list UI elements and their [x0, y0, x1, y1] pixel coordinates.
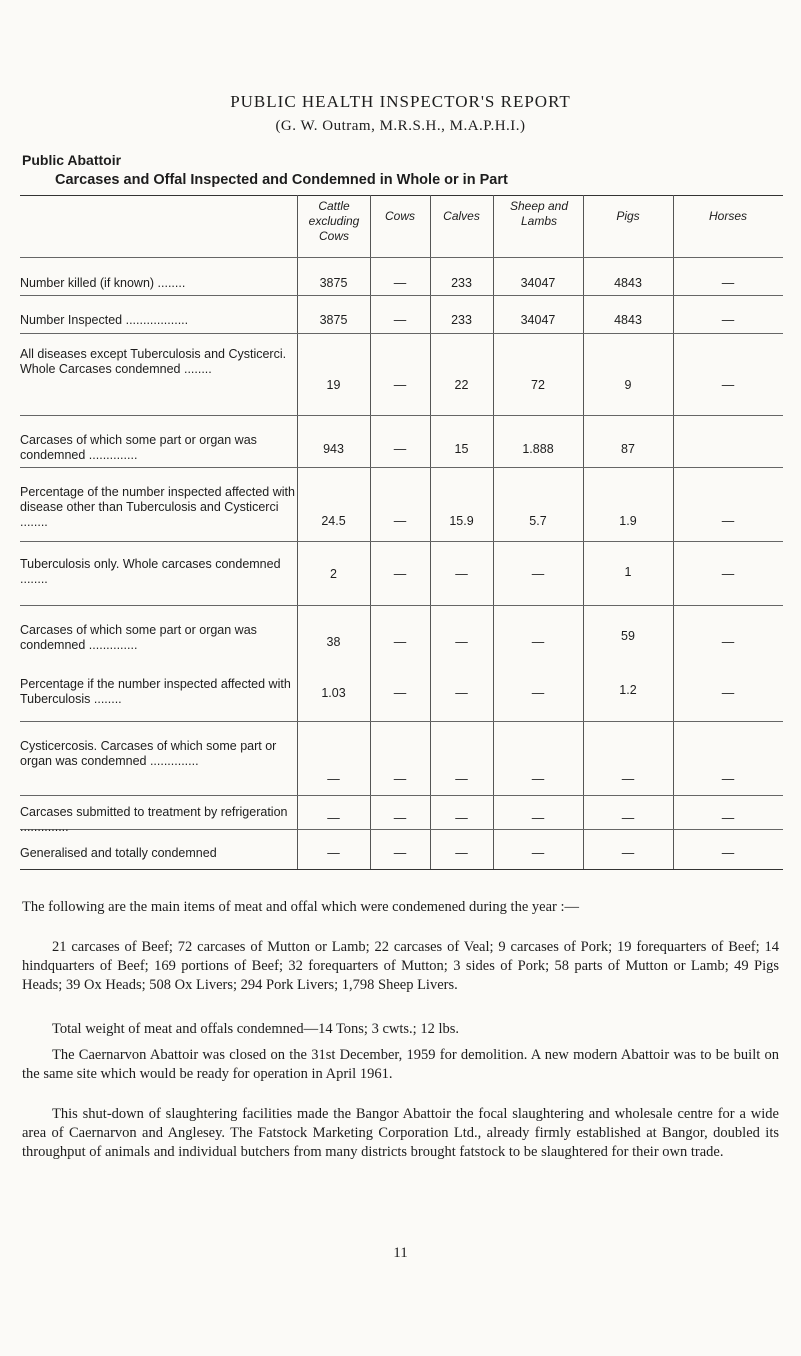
table-cell: 1.9 — [619, 514, 637, 528]
column-divider — [430, 195, 431, 869]
table-cell: — — [721, 313, 735, 327]
row-divider — [20, 467, 783, 468]
row-divider — [20, 541, 783, 542]
table-cell: 2 — [330, 567, 337, 581]
table-cell: — — [721, 772, 735, 786]
body-paragraph: The Caernarvon Abattoir was closed on the 31st December, 1959 for demolition. A new modern Abattoir was to be built on the same site which would be ready for operation in April 1961. — [22, 1047, 779, 1082]
table-cell: 1.888 — [522, 442, 554, 456]
row-divider — [20, 605, 783, 606]
table-cell: 943 — [323, 442, 344, 456]
table-cell: — — [621, 846, 635, 860]
page-subtitle: (G. W. Outram, M.R.S.H., M.A.P.H.I.) — [275, 118, 526, 134]
body-paragraph: Total weight of meat and offals condemned—14 Tons; 3 cwts.; 12 lbs. — [52, 1021, 459, 1037]
row-divider — [20, 415, 783, 416]
table-cell: 22 — [454, 378, 469, 392]
table-cell: — — [393, 686, 407, 700]
table-cell: — — [393, 514, 407, 528]
row-label-percentage-disease: Percentage of the number inspected affected with disease other than Tuberculosis and Cysticerci ........ — [20, 485, 295, 529]
column-header-calves: Calves — [443, 209, 480, 223]
table-cell: — — [721, 378, 735, 392]
row-label-killed: Number killed (if known) ........ — [20, 276, 186, 290]
page-title: PUBLIC HEALTH INSPECTOR'S REPORT — [230, 92, 571, 111]
row-divider — [20, 795, 783, 796]
table-cell: 1.2 — [619, 683, 637, 697]
table-cell: 19 — [326, 378, 341, 392]
table-cell: 3875 — [319, 276, 348, 290]
table-cell: 34047 — [520, 313, 556, 327]
table-cell: 87 — [621, 442, 635, 456]
row-label-all-diseases: All diseases except Tuberculosis and Cysticerci. Whole Carcases condemned ........ — [20, 347, 287, 376]
table-cell: — — [721, 514, 735, 528]
table-cell: — — [393, 635, 407, 649]
section-heading: Public Abattoir — [22, 152, 122, 168]
row-label-cysticercosis: Cysticercosis. Carcases of which some part or organ was condemned .............. — [20, 739, 277, 768]
table-cell: — — [393, 811, 407, 825]
table-cell: — — [393, 846, 407, 860]
table-cell: — — [327, 772, 340, 786]
table-cell: — — [721, 276, 735, 290]
table-cell: — — [393, 567, 407, 581]
table-cell: — — [531, 635, 545, 649]
table-cell: 38 — [326, 635, 341, 649]
table-cell: — — [393, 276, 407, 290]
row-divider — [20, 333, 783, 334]
table-cell: — — [531, 567, 545, 581]
table-cell: 9 — [624, 378, 632, 392]
table-cell: 5.7 — [529, 514, 547, 528]
table-cell: — — [393, 378, 407, 392]
table-cell: 4843 — [614, 313, 642, 327]
row-label-refrigeration: Carcases submitted to treatment by refrigeration .............. — [20, 805, 288, 834]
table-cell: — — [327, 811, 340, 825]
column-header-pigs: Pigs — [616, 209, 640, 223]
table-cell: — — [621, 811, 635, 825]
table-cell: — — [531, 811, 545, 825]
table-cell: 233 — [451, 276, 472, 290]
table-cell: — — [531, 846, 545, 860]
table-cell: — — [327, 846, 340, 860]
table-cell: — — [455, 811, 468, 825]
table-cell: — — [721, 811, 735, 825]
section-subheading: Carcases and Offal Inspected and Condemned in Whole or in Part — [55, 172, 508, 188]
table-cell: — — [455, 772, 468, 786]
row-label-tb-percentage: Percentage if the number inspected affected with Tuberculosis ........ — [20, 677, 291, 706]
column-divider — [297, 195, 298, 869]
table-cell: — — [455, 686, 468, 700]
table-cell: — — [531, 686, 545, 700]
row-label-tb-part-condemned: Carcases of which some part or organ was condemned .............. — [20, 623, 257, 652]
row-divider — [20, 257, 783, 258]
table-cell: — — [455, 635, 468, 649]
column-divider — [493, 195, 494, 869]
table-cell: 1 — [624, 565, 632, 579]
row-divider — [20, 721, 783, 722]
table-cell: — — [721, 846, 735, 860]
column-header-cows: Cows — [384, 209, 415, 223]
table-cell: — — [621, 772, 635, 786]
table-cell: — — [455, 846, 468, 860]
column-divider — [673, 195, 674, 869]
table-cell: — — [393, 772, 407, 786]
table-cell: 72 — [531, 378, 545, 392]
column-header-horses: Horses — [708, 209, 747, 223]
table-cell: 15.9 — [449, 514, 474, 528]
table-cell: 24.5 — [321, 514, 346, 528]
table-cell: — — [531, 772, 545, 786]
column-divider — [583, 195, 584, 869]
table-cell: — — [721, 635, 735, 649]
row-label-inspected: Number Inspected .................. — [20, 313, 189, 327]
page-number: 11 — [393, 1245, 408, 1261]
table-cell: — — [721, 686, 735, 700]
table-bottom-rule — [20, 869, 783, 870]
body-paragraph: This shut-down of slaughtering facilities made the Bangor Abattoir the focal slaughtering and wholesale centre for a wide area of Caernarvon and Anglesey. The Fatstock Marketing Corporation Ltd., already firmly established at Bangor, doubled its throughput of animals and individual butchers from many districts brought fatstock to be slaughtered for their own trade. — [22, 1106, 779, 1160]
table-cell: — — [455, 567, 468, 581]
row-label-tuberculosis: Tuberculosis only. Whole carcases condemned ........ — [20, 557, 281, 586]
table-cell: — — [393, 313, 407, 327]
body-paragraph: 21 carcases of Beef; 72 carcases of Mutton or Lamb; 22 carcases of Veal; 9 carcases of Pork; 19 forequarters of Beef; 14 hindquarters of Beef; 169 portions of Beef; 32 forequarters of Mutton; 3 sides of Pork; 58 parts of Mutton or Lamb; 49 Pigs Heads; 39 Ox Heads; 508 Ox Livers; 294 Pork Livers; 1,798 Sheep Livers. — [22, 939, 779, 993]
row-label-part-condemned: Carcases of which some part or organ was condemned .............. — [20, 433, 257, 462]
row-label-generalised: Generalised and totally condemned — [20, 846, 217, 860]
column-divider — [370, 195, 371, 869]
table-cell: 3875 — [319, 313, 348, 327]
column-header-sheep: Sheep and Lambs — [509, 199, 569, 228]
table-cell: 1.03 — [321, 686, 346, 700]
row-divider — [20, 295, 783, 296]
body-paragraph: The following are the main items of meat and offal which were condemened during the year :— — [22, 899, 579, 915]
table-cell: — — [721, 567, 735, 581]
column-header-cattle: Cattle excluding Cows — [308, 199, 360, 243]
table-cell: 15 — [454, 442, 469, 456]
table-cell: 233 — [451, 313, 472, 327]
table-cell: — — [393, 442, 407, 456]
table-cell: 34047 — [520, 276, 556, 290]
table-cell: 59 — [621, 629, 635, 643]
table-top-rule — [20, 195, 783, 196]
table-cell: 4843 — [614, 276, 642, 290]
